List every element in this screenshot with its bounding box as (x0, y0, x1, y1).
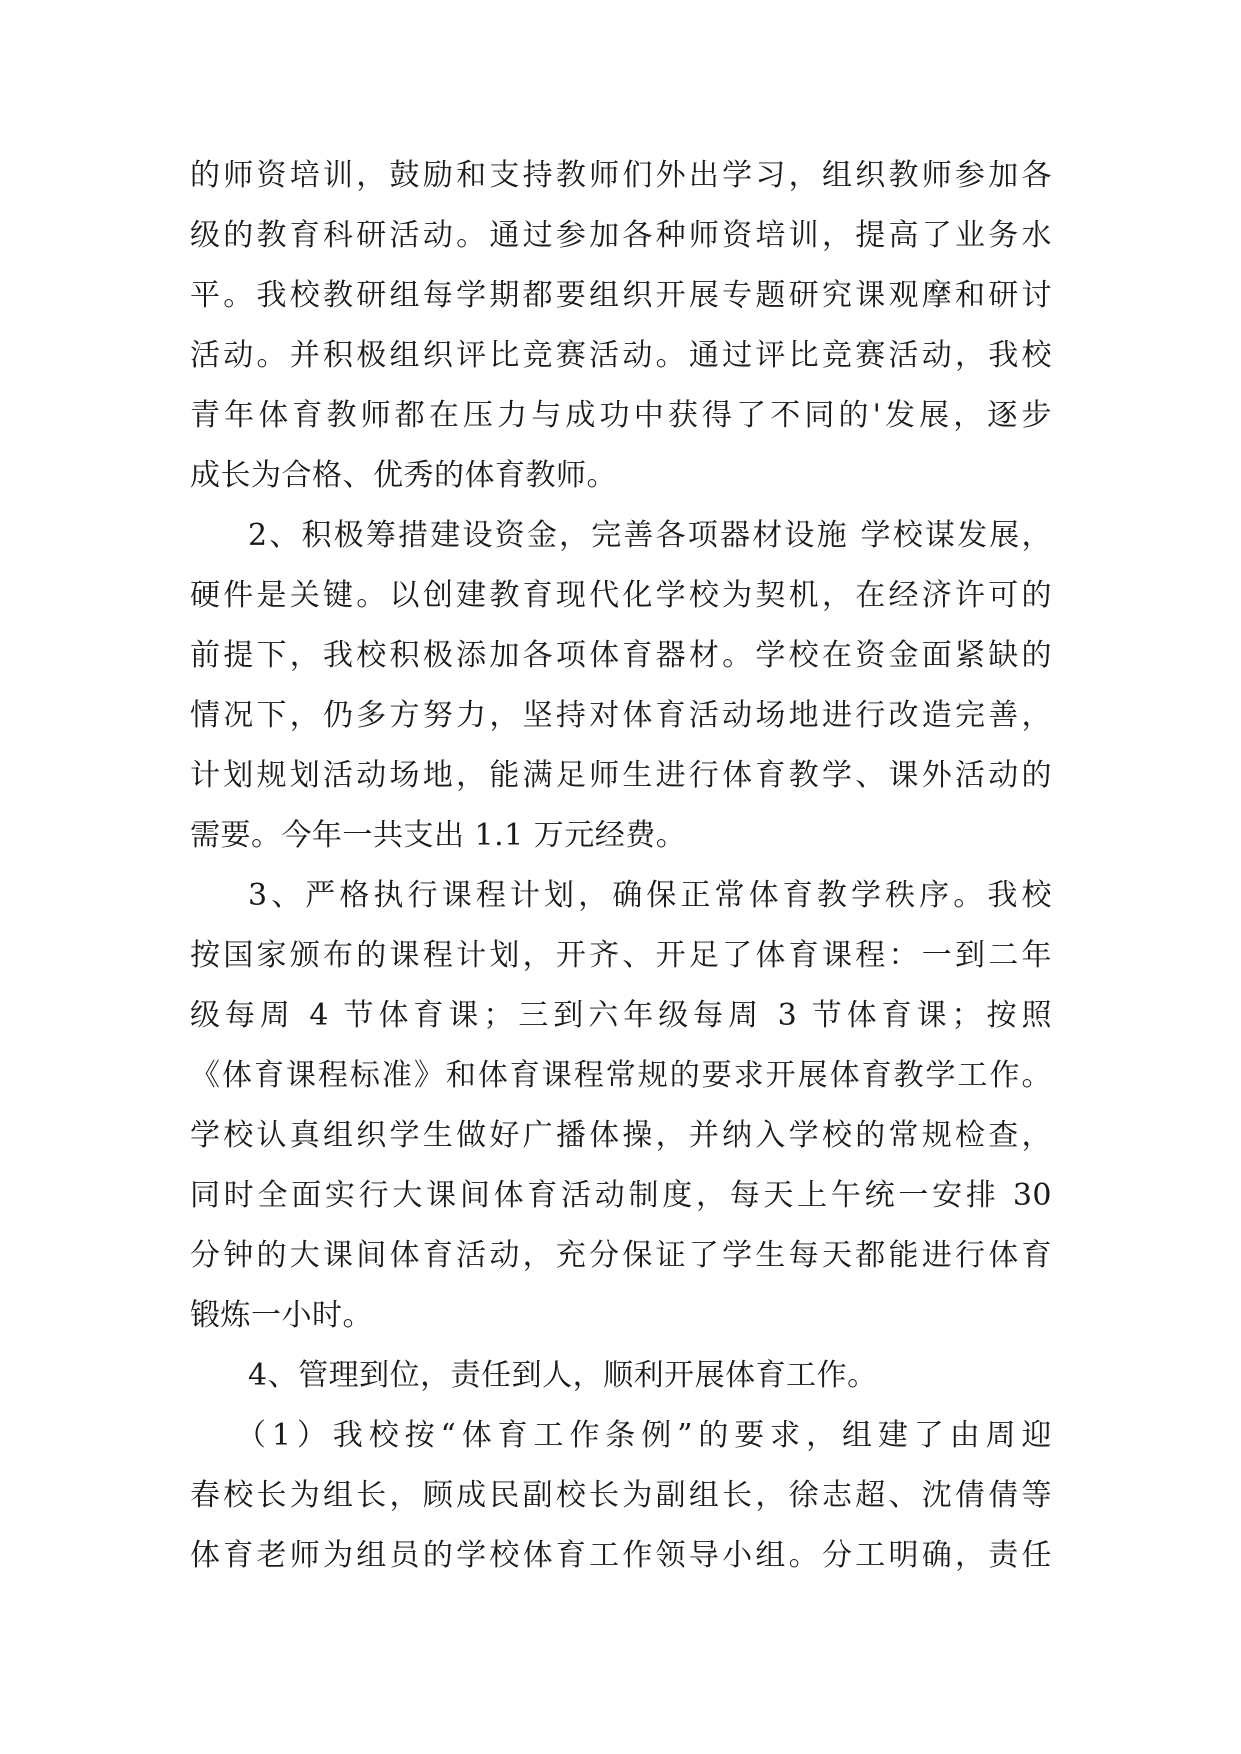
sub-item-1: （1）我校按“体育工作条例”的要求，组建了由周迎 (236, 1418, 1052, 1453)
text-line: 分钟的大课间体育活动，充分保证了学生每天都能进行体育 (190, 1238, 1052, 1273)
text-line: 《体育课程标准》和体育课程常规的要求开展体育教学工作。 (190, 1058, 1052, 1093)
text-line: 活动。并积极组织评比竞赛活动。通过评比竞赛活动，我校 (190, 338, 1052, 373)
text-line: 级每周 4 节体育课；三到六年级每周 3 节体育课；按照 (190, 998, 1052, 1033)
text-line: 锻炼一小时。 (190, 1298, 373, 1333)
text-line: 成长为合格、优秀的体育教师。 (190, 458, 617, 493)
paragraph-heading-4: 4、管理到位，责任到人，顺利开展体育工作。 (248, 1358, 878, 1393)
text-line: 级的教育科研活动。通过参加各种师资培训，提高了业务水 (190, 218, 1052, 253)
text-line: 同时全面实行大课间体育活动制度，每天上午统一安排 30 (190, 1178, 1052, 1213)
text-line: 春校长为组长，顾成民副校长为副组长，徐志超、沈倩倩等 (190, 1478, 1052, 1513)
text-line: 需要。今年一共支出 1.1 万元经费。 (190, 818, 687, 853)
text-line: 硬件是关键。以创建教育现代化学校为契机，在经济许可的 (190, 578, 1052, 613)
text-line: 体育老师为组员的学校体育工作领导小组。分工明确，责任 (190, 1538, 1052, 1573)
text-line: 学校认真组织学生做好广播体操，并纳入学校的常规检查， (190, 1118, 1052, 1153)
text-line: 前提下，我校积极添加各项体育器材。学校在资金面紧缺的 (190, 638, 1052, 673)
text-line: 按国家颁布的课程计划，开齐、开足了体育课程：一到二年 (190, 938, 1052, 973)
text-line: 的师资培训，鼓励和支持教师们外出学习，组织教师参加各 (190, 158, 1052, 193)
text-line: 平。我校教研组每学期都要组织开展专题研究课观摩和研讨 (190, 278, 1052, 313)
text-line: 情况下，仍多方努力，坚持对体育活动场地进行改造完善， (190, 698, 1052, 733)
paragraph-heading-2: 2、积极筹措建设资金，完善各项器材设施 学校谋发展， (248, 518, 1052, 553)
text-line: 青年体育教师都在压力与成功中获得了不同的'发展，逐步 (190, 398, 1052, 433)
text-line: 计划规划活动场地，能满足师生进行体育教学、课外活动的 (190, 758, 1052, 793)
paragraph-heading-3: 3、严格执行课程计划，确保正常体育教学秩序。我校 (248, 878, 1052, 913)
